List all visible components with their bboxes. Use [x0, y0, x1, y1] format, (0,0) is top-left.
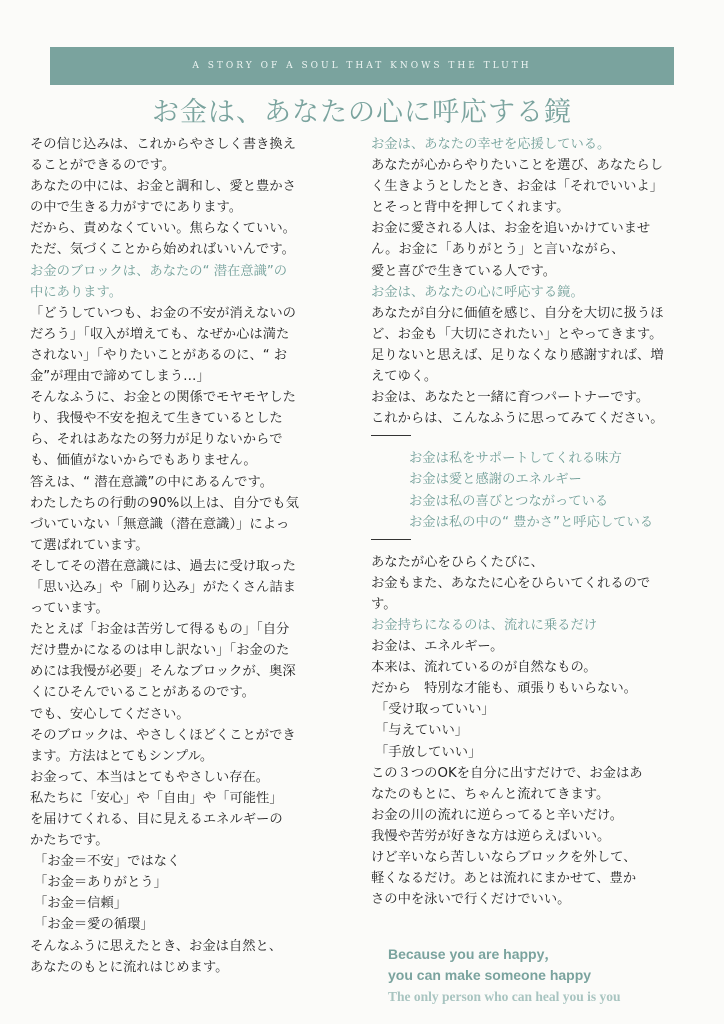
text-line: 軽くなるだけ。あとは流れにまかせて、豊か	[371, 871, 637, 887]
text-line: そんなふうに思えたとき、お金は自然と、	[30, 938, 283, 954]
text-line: も、価値がないからでもありません。	[30, 453, 257, 469]
text-line: ど、お金も「大切にされたい」とやってきます。	[371, 326, 663, 342]
text-line: あなたの中には、お金と調和し、愛と豊かさ	[30, 179, 296, 195]
text-line: ん。お金に「ありがとう」と言いながら、	[371, 242, 625, 258]
text-line: 「手放していい」	[375, 744, 482, 760]
text-line: 「思い込み」や「刷り込み」がたくさん詰ま	[30, 579, 296, 595]
text-line: たとえば「お金は苦労して得るもの」「自分	[30, 622, 290, 638]
header-banner: A STORY OF A SOUL THAT KNOWS THE TLUTH	[50, 47, 674, 85]
page-title: お金は、あなたの心に呼応する鏡	[152, 97, 572, 128]
text-line: とそっと背中を押してくれます。	[371, 200, 570, 216]
text-line: ることができるのです。	[30, 158, 176, 174]
text-line: この３つのOKを自分に出すだけで、お金はあ	[371, 765, 643, 781]
text-line: なたのもとに、ちゃんと流れてきます。	[371, 786, 610, 802]
text-line: これからは、こんなふうに思ってみてください。	[371, 411, 664, 427]
text-line: を届けてくれる、目に見えるエネルギーの	[30, 812, 283, 827]
text-line: ただ、気づくことから始めればいいんです。	[30, 242, 295, 258]
text-line: お金って、本当はとてもやさしい存在。	[30, 769, 270, 785]
text-line: っています。	[30, 601, 109, 617]
affirmation-line: お金は私をサポートしてくれる味方	[409, 451, 622, 467]
text-line: だから 特別な才能も、頑張りもいらない。	[371, 681, 637, 697]
affirmation-line: お金は私の喜びとつながっている	[409, 493, 609, 509]
section-heading: お金のブロックは、あなたの“ 潜在意識”の	[30, 263, 288, 279]
text-line: わたしたちの行動の90%以上は、自分でも気	[30, 495, 299, 511]
text-line: お金の川の流れに逆らってると辛いだけ。	[371, 807, 624, 823]
text-line: ます。方法はとてもシンプル。	[30, 748, 214, 764]
text-line: あなたが自分に価値を感じ、自分を大切に扱うほ	[371, 305, 664, 321]
text-line: さの中を泳いで行くだけでいい。	[371, 892, 571, 908]
text-line: そんなふうに、お金との関係でモヤモヤした	[30, 390, 296, 406]
text-line: だけ豊かになるのは申し訳ない」「お金のた	[30, 643, 290, 659]
text-line: くにひそんでいることがあるのです。	[30, 685, 255, 701]
text-line: て選ばれています。	[30, 537, 149, 553]
text-line: されない」「やりたいことがあるのに、“ お	[30, 347, 288, 363]
text-line: でも、安心してください。	[30, 706, 190, 722]
text-line: 答えは、“ 潜在意識”の中にあるんです。	[30, 474, 273, 490]
text-line: めには我慢が必要」そんなブロックが、奥深	[30, 664, 296, 680]
text-line: お金は、エネルギー。	[371, 639, 504, 655]
section-heading: 中にあります。	[30, 284, 123, 300]
text-line: 私たちに「安心」や「自由」や「可能性」	[30, 790, 283, 806]
text-line: あなたが心からやりたいことを選び、あなたらし	[371, 158, 663, 174]
text-line: お金に愛される人は、お金を追いかけていませ	[371, 221, 651, 237]
text-line: お金は、あなたと一緒に育つパートナーです。	[371, 390, 650, 406]
text-line: だろう」「収入が増えても、なぜか心は満た	[30, 326, 290, 342]
text-line: 「お金＝不安」ではなく	[34, 854, 181, 870]
english-footer	[388, 944, 621, 1007]
text-line: 「お金＝愛の循環」	[34, 917, 154, 933]
text-line: 「受け取っていい」	[375, 702, 495, 718]
divider	[371, 435, 411, 436]
text-line: 「与えていい」	[375, 723, 469, 739]
text-line: 「どうしていつも、お金の不安が消えないの	[30, 305, 296, 321]
text-line: だから、責めなくていい。焦らなくていい。	[30, 221, 296, 237]
text-line: 足りないと思えば、足りなくなり感謝すれば、増	[371, 347, 664, 363]
text-line: あなたが心をひらくたびに、	[371, 554, 544, 570]
text-line: かたちです。	[30, 833, 109, 849]
english-line: The only person who can heal you is you	[388, 989, 621, 1004]
divider	[371, 539, 411, 540]
right-column	[371, 134, 701, 910]
left-column	[30, 134, 348, 978]
english-line: you can make someone happy	[388, 967, 592, 983]
text-line: 金”が理由で諦めてしまう…」	[30, 369, 210, 385]
text-line: その信じ込みは、これからやさしく書き換え	[30, 137, 296, 152]
text-line: そのブロックは、やさしくほどくことができ	[30, 727, 296, 743]
text-line: 「お金＝信頼」	[34, 896, 128, 912]
text-line: えてゆく。	[371, 369, 438, 385]
text-line: お金もまた、あなたに心をひらいてくれるので	[371, 575, 651, 591]
text-line: けど辛いなら苦しいならブロックを外して、	[371, 850, 637, 865]
english-line: Because you are happy，	[388, 946, 559, 962]
text-line: す。	[371, 596, 397, 612]
text-line: あなたのもとに流れはじめます。	[30, 959, 229, 975]
text-line: そしてその潜在意識には、過去に受け取った	[30, 558, 296, 574]
text-line: づいていない「無意識（潜在意識）」によっ	[30, 516, 290, 532]
text-line: く生きようとしたとき、お金は「それでいいよ」	[371, 179, 663, 195]
text-line: 「お金＝ありがとう」	[34, 875, 167, 891]
affirmation-line: お金は私の中の“ 豊かさ”と呼応している	[409, 514, 654, 530]
section-heading: お金は、あなたの幸せを応援している。	[371, 137, 611, 152]
affirmation-line: お金は愛と感謝のエネルギー	[409, 472, 582, 488]
text-line: の中で生きる力がすでにあります。	[30, 200, 243, 216]
text-line: 愛と喜びで生きている人です。	[371, 263, 557, 279]
text-line: ら、それはあなたの努力が足りないからで	[30, 432, 283, 448]
text-line: 我慢や苦労が好きな方は逆らえばいい。	[371, 828, 611, 844]
section-heading: お金持ちになるのは、流れに乗るだけ	[371, 617, 598, 633]
section-heading: お金は、あなたの心に呼応する鏡。	[371, 284, 584, 300]
text-line: り、我慢や不安を抱えて生きているとした	[30, 411, 283, 427]
text-line: 本来は、流れているのが自然なもの。	[371, 660, 597, 676]
